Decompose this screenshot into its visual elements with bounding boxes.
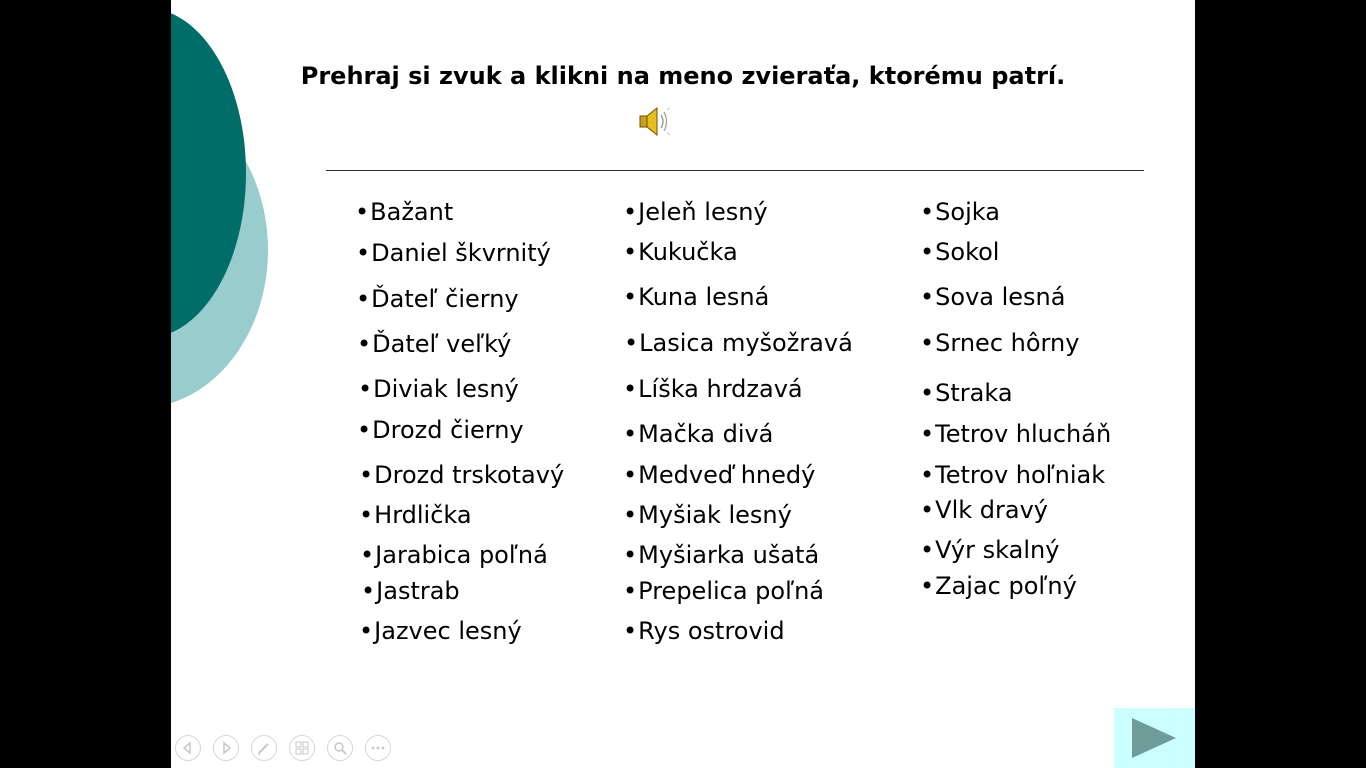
slide <box>171 0 1195 768</box>
animal-option[interactable]: • Mačka divá <box>623 419 773 449</box>
slides-icon[interactable] <box>289 735 315 761</box>
animal-option[interactable]: • Jarabica poľná <box>360 540 548 570</box>
animal-option[interactable]: • Sojka <box>920 197 1000 227</box>
animal-option[interactable]: • Diviak lesný <box>358 374 519 404</box>
animal-option[interactable]: • Bažant <box>355 197 453 227</box>
animal-option[interactable]: • Kuna lesná <box>623 282 769 312</box>
animal-option[interactable]: • Sokol <box>920 237 999 267</box>
animal-option[interactable]: • Líška hrdzavá <box>623 374 803 404</box>
animal-option[interactable]: • Zajac poľný <box>920 571 1077 601</box>
animal-option[interactable]: • Myšiak lesný <box>623 500 792 530</box>
animal-option[interactable]: • Prepelica poľná <box>623 576 824 606</box>
animal-option[interactable]: • Vlk dravý <box>920 495 1048 525</box>
animal-option[interactable]: • Srnec hôrny <box>920 328 1079 358</box>
more-icon[interactable] <box>365 735 391 761</box>
previous-icon[interactable] <box>175 735 201 761</box>
animal-option[interactable]: • Myšiarka ušatá <box>623 540 819 570</box>
animal-option[interactable]: • Lasica myšožravá <box>624 328 853 358</box>
slide-title: Prehraj si zvuk a klikni na meno zvieraťa, ktorému patrí. <box>300 62 1066 90</box>
pen-icon[interactable] <box>251 735 277 761</box>
animal-option[interactable]: • Jeleň lesný <box>623 197 768 227</box>
animal-option[interactable]: • Jastrab <box>361 576 460 606</box>
animal-option[interactable]: • Tetrov hoľniak <box>920 460 1105 490</box>
speaker-icon[interactable] <box>637 104 673 140</box>
animal-option[interactable]: • Sova lesná <box>920 282 1065 312</box>
animal-option[interactable]: • Medveď hnedý <box>623 460 815 490</box>
next-slide-button[interactable] <box>1114 708 1195 768</box>
animal-option[interactable]: • Rys ostrovid <box>623 616 785 646</box>
play-arrow-icon <box>1114 708 1195 768</box>
animal-option[interactable]: • Hrdlička <box>359 500 472 530</box>
animal-option[interactable]: • Kukučka <box>623 237 738 267</box>
animal-option[interactable]: • Straka <box>920 378 1013 408</box>
divider-line <box>326 170 1144 171</box>
animal-option[interactable]: • Drozd trskotavý <box>359 460 564 490</box>
animal-option[interactable]: • Tetrov hlucháň <box>920 419 1111 449</box>
animal-option[interactable]: • Jazvec lesný <box>359 616 522 646</box>
animal-option[interactable]: • Drozd čierny <box>357 415 524 445</box>
animal-option[interactable]: • Výr skalný <box>920 535 1059 565</box>
animal-option[interactable]: • Ďateľ čierny <box>356 284 519 314</box>
next-icon[interactable] <box>213 735 239 761</box>
animal-option[interactable]: • Ďateľ veľký <box>357 329 511 359</box>
animal-option[interactable]: • Daniel škvrnitý <box>356 238 551 268</box>
zoom-icon[interactable] <box>327 735 353 761</box>
